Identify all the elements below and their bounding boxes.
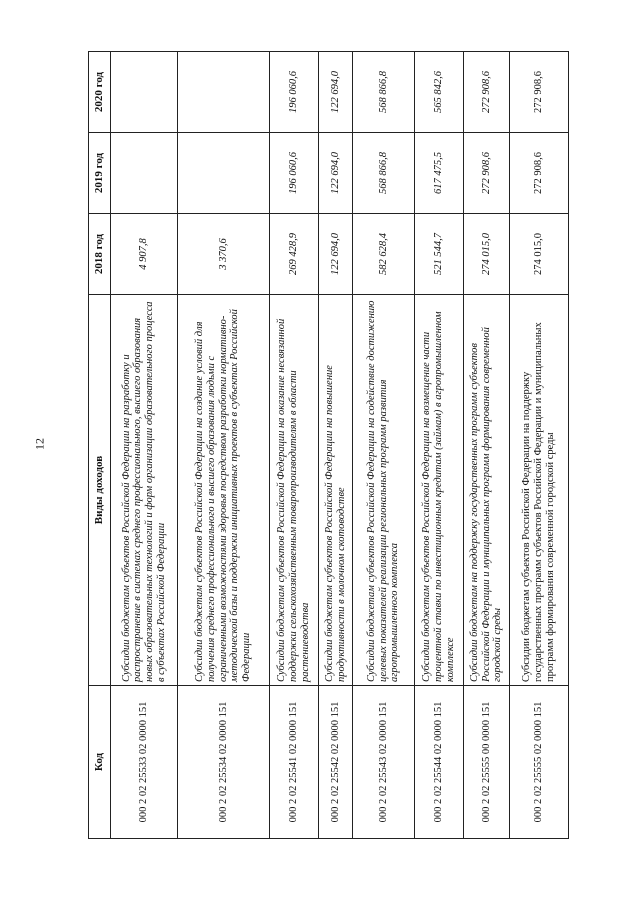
row-value-2019: 617 475,5 [415,133,464,214]
rotated-table-layer [88,52,566,839]
row-value-2019: 272 908,6 [464,133,510,214]
row-value-2020 [111,52,178,133]
row-description: Субсидии бюджетам на поддержку государственных программ субъектов Российской Федерации и муниципальных программ формирования современной городской среды [464,295,510,686]
row-value-2020: 196 060,6 [270,52,319,133]
header-2018: 2018 год [89,214,111,295]
row-description: Субсидии бюджетам субъектов Российской Федерации на поддержку государственных программ субъектов Российской Федерации и муниципальных программ формирования современной городской среды [510,295,569,686]
row-value-2019: 122 694,0 [319,133,353,214]
row-value-2018: 269 428,9 [270,214,319,295]
row-code: 000 2 02 25555 00 0000 151 [464,686,510,839]
row-value-2018: 274 015,0 [464,214,510,295]
table-row [510,52,569,839]
row-value-2019 [111,133,178,214]
header-code: Код [89,686,111,839]
row-value-2018: 4 907,8 [111,214,178,295]
row-description: Субсидии бюджетам субъектов Российской Федерации на возмещение части процентной ставки по инвестиционным кредитам (займам) в агропромышленном комплексе [415,295,464,686]
table-row [415,52,464,839]
row-code: 000 2 02 25555 02 0000 151 [510,686,569,839]
row-description: Субсидии бюджетам субъектов Российской Федерации на содействие достижению целевых показателей реализации региональных программ развития агропромышленного комплекса [353,295,415,686]
row-code: 000 2 02 25534 02 0000 151 [178,686,270,839]
row-code: 000 2 02 25544 02 0000 151 [415,686,464,839]
row-description: Субсидии бюджетам субъектов Российской Федерации на повышение продуктивности в молочном скотоводстве [319,295,353,686]
row-value-2018: 122 694,0 [319,214,353,295]
row-code: 000 2 02 25533 02 0000 151 [111,686,178,839]
row-value-2018: 3 370,6 [178,214,270,295]
row-value-2020: 122 694,0 [319,52,353,133]
table-row [178,52,270,839]
row-value-2020: 272 908,6 [510,52,569,133]
table-row [464,52,510,839]
row-value-2020 [178,52,270,133]
row-value-2019 [178,133,270,214]
row-value-2020: 565 842,6 [415,52,464,133]
table-row [270,52,319,839]
header-2020: 2020 год [89,52,111,133]
row-code: 000 2 02 25542 02 0000 151 [319,686,353,839]
row-description: Субсидии бюджетам субъектов Российской Федерации на создание условий для получения среднего профессионального и высшего образования людьми с ограниченными возможностями здоровья посредством разработки нормативно-методической базы и поддержки инициативных проектов в субъектах Российской Федерации [178,295,270,686]
row-value-2019: 196 060,6 [270,133,319,214]
row-value-2019: 568 866,8 [353,133,415,214]
table-row [319,52,353,839]
row-value-2018: 274 015,0 [510,214,569,295]
row-code: 000 2 02 25541 02 0000 151 [270,686,319,839]
row-value-2018: 582 628,4 [353,214,415,295]
row-description: Субсидии бюджетам субъектов Российской Федерации на разработку и распространение в системах среднего профессионального, высшего образования новых образовательных технологий и форм организации образовательного процесса в субъектах Российской Федерации [111,295,178,686]
row-description: Субсидии бюджетам субъектов Российской Федерации на оказание несвязанной поддержки сельскохозяйственным товаропроизводителям в области растениеводства [270,295,319,686]
header-revenue-type: Виды доходов [89,295,111,686]
header-2019: 2019 год [89,133,111,214]
row-value-2020: 272 908,6 [464,52,510,133]
row-value-2020: 568 866,8 [353,52,415,133]
row-value-2019: 272 908,6 [510,133,569,214]
revenue-table [88,51,569,839]
table-row [111,52,178,839]
row-code: 000 2 02 25543 02 0000 151 [353,686,415,839]
table-row [353,52,415,839]
page-number: 12 [32,438,47,450]
revenue-table-container [88,52,566,839]
table-header-row [89,52,111,839]
row-value-2018: 521 544,7 [415,214,464,295]
